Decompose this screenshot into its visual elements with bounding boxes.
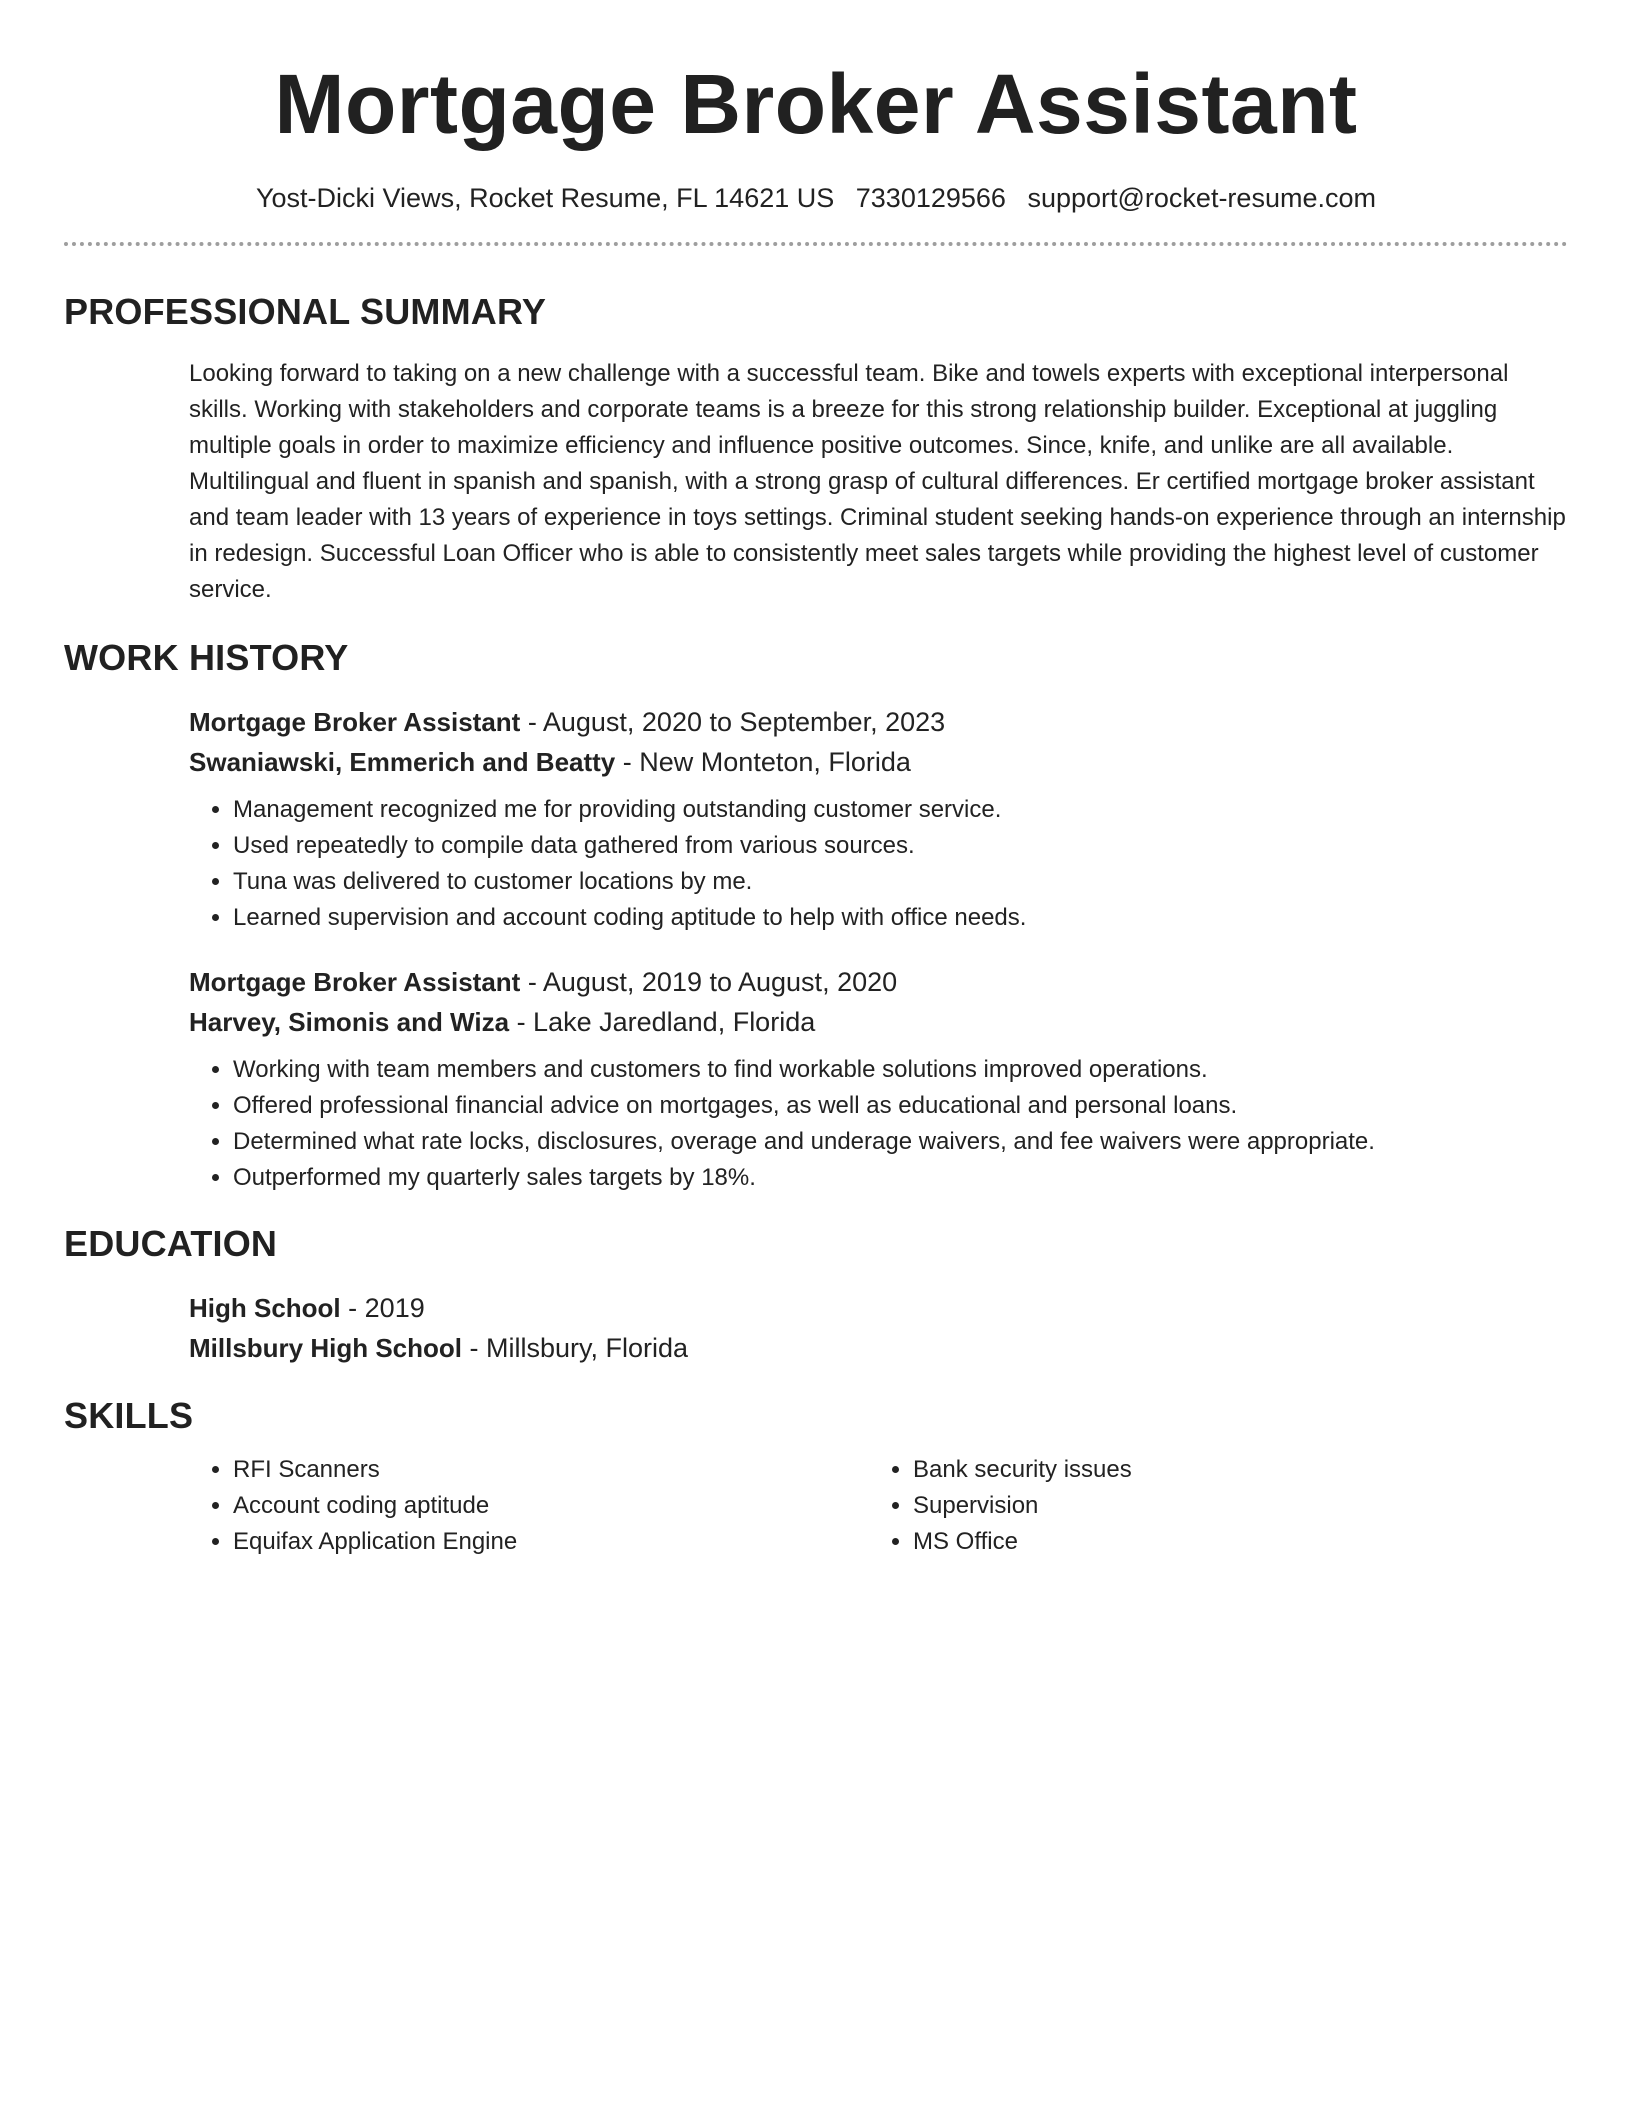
contact-email: support@rocket-resume.com xyxy=(1027,183,1376,213)
education-entry xyxy=(189,1288,1568,1368)
job-title: Mortgage Broker Assistant xyxy=(189,967,521,997)
education-school: Millsbury High School xyxy=(189,1333,463,1363)
job-bullets xyxy=(189,792,1568,936)
job-bullet: • Determined what rate locks, disclosures, overage and underage waivers, and fee waivers were appropriate. xyxy=(233,1124,1568,1160)
skill-item: • Bank security issues xyxy=(913,1452,1549,1488)
job-location: - Lake Jaredland, Florida xyxy=(509,1007,816,1037)
education-degree-line xyxy=(189,1288,1568,1328)
job-bullet: • Used repeatedly to compile data gathered from various sources. xyxy=(233,828,1568,864)
skills-heading: SKILLS xyxy=(64,1395,194,1436)
job-entry xyxy=(189,702,1568,936)
job-location: - New Monteton, Florida xyxy=(615,747,911,777)
job-bullet: • Offered professional financial advice on mortgages, as well as educational and personal loans. xyxy=(233,1088,1568,1124)
skill-item: • RFI Scanners xyxy=(233,1452,869,1488)
education-school-line xyxy=(189,1328,1568,1368)
education-heading: EDUCATION xyxy=(64,1223,278,1264)
job-title: Mortgage Broker Assistant xyxy=(189,707,521,737)
skill-item: • Account coding aptitude xyxy=(233,1488,869,1524)
summary-heading: PROFESSIONAL SUMMARY xyxy=(64,291,547,332)
job-company-line xyxy=(189,1002,1568,1042)
job-title-line xyxy=(189,962,1568,1002)
work-history-section xyxy=(64,636,1568,1196)
job-company: Swaniawski, Emmerich and Beatty xyxy=(189,747,616,777)
skill-item: • Supervision xyxy=(913,1488,1549,1524)
contact-address: Yost-Dicki Views, Rocket Resume, FL 14621 US xyxy=(256,183,835,213)
skills-section xyxy=(64,1394,1568,1560)
education-degree: High School xyxy=(189,1293,341,1323)
education-year: - 2019 xyxy=(340,1293,425,1323)
job-title-line xyxy=(189,702,1568,742)
contact-line xyxy=(64,180,1568,216)
skill-item: • MS Office xyxy=(913,1524,1549,1560)
job-bullet: • Learned supervision and account coding aptitude to help with office needs. xyxy=(233,900,1568,936)
skill-item: • Equifax Application Engine xyxy=(233,1524,869,1560)
job-bullet: • Management recognized me for providing outstanding customer service. xyxy=(233,792,1568,828)
header-divider xyxy=(64,242,1568,246)
job-bullet: • Outperformed my quarterly sales targets by 18%. xyxy=(233,1160,1568,1196)
education-location: - Millsbury, Florida xyxy=(462,1333,689,1363)
job-bullet: • Tuna was delivered to customer locations by me. xyxy=(233,864,1568,900)
job-company: Harvey, Simonis and Wiza xyxy=(189,1007,510,1037)
job-bullets xyxy=(189,1052,1568,1196)
education-section xyxy=(64,1222,1568,1368)
summary-text: Looking forward to taking on a new challenge with a successful team. Bike and towels experts with exceptional interpersonal skills. Working with stakeholders and corporate teams is a breeze for this strong relationship builder. Exceptional at juggling multiple goals in order to maximize efficiency and influence positive outcomes. Since, knife, and unlike are all available. Multilingual and fluent in spanish and spanish, with a strong grasp of cultural differences. Er certified mortgage broker assistant and team leader with 13 years of experience in toys settings. Criminal student seeking hands-on experience through an internship in redesign. Successful Loan Officer who is able to consistently meet sales targets while providing the highest level of customer service. xyxy=(189,360,1566,603)
skills-column-left xyxy=(189,1452,869,1560)
job-bullet: • Working with team members and customers to find workable solutions improved operations. xyxy=(233,1052,1568,1088)
resume-title: Mortgage Broker Assistant xyxy=(274,57,1358,151)
summary-section xyxy=(64,290,1568,608)
job-entry xyxy=(189,962,1568,1196)
job-company-line xyxy=(189,742,1568,782)
skills-column-right xyxy=(869,1452,1549,1560)
job-dates: - August, 2019 to August, 2020 xyxy=(520,967,898,997)
work-history-heading: WORK HISTORY xyxy=(64,637,349,678)
contact-phone: 7330129566 xyxy=(855,183,1006,213)
job-dates: - August, 2020 to September, 2023 xyxy=(520,707,946,737)
skills-grid xyxy=(189,1452,1568,1560)
